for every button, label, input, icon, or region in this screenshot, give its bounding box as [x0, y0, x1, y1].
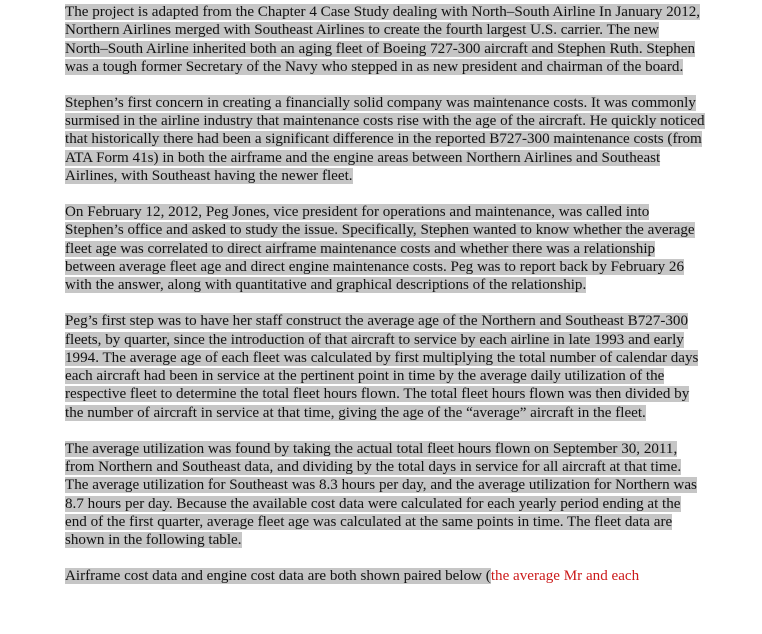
paragraph-3: On February 12, 2012, Peg Jones, vice president for operations and maintenance, was called into Stephen’s office and asked to study the issue. Specifically, Stephen wanted to know whether the average fleet age was correlated to direct airframe maintenance costs and whether there was a relationship between average fleet age and direct engine maintenance costs. Peg was to report back by February 26 with the answer, along with quantitative and graphical descriptions of the relationship.: [65, 204, 695, 294]
paragraph-6-partial: Airframe cost data and engine cost data are both shown paired below (the average Mr and each: [65, 568, 640, 585]
paragraph-5: The average utilization was found by taking the actual total fleet hours flown on September 30, 2011, from Northern and Southeast data, and dividing by the total days in service for all aircraft at that time. The average utilization for Southeast was 8.3 hours per day, and the average utilization for Northern was 8.7 hours per day. Because the available cost data were calculated for each yearly period ending at the end of the first quarter, average fleet age was calculated at the same points in time. The fleet data are shown in the following table.: [65, 440, 697, 549]
red-annotation: the average Mr and each: [490, 568, 640, 585]
document-body: [65, 3, 705, 603]
paragraph-2: Stephen’s first concern in creating a financially solid company was maintenance costs. It was commonly surmised in the airline industry that maintenance costs rise with the age of the aircraft. He quickly noticed that historically there had been a significant difference in the reported B727-300 maintenance costs (from ATA Form 41s) in both the airframe and the engine areas between Northern Airlines and Southeast Airlines, with Southeast having the newer fleet.: [65, 94, 705, 185]
paragraph-1: The project is adapted from the Chapter 4 Case Study dealing with North–South Airline In January 2012, Northern Airlines merged with Southeast Airlines to create the fourth largest U.S. carrier. The new North–South Airline inherited both an aging fleet of Boeing 727-300 aircraft and Stephen Ruth. Stephen was a tough former Secretary of the Navy who stepped in as new president and chairman of the board.: [65, 4, 701, 75]
paragraph-4: Peg’s first step was to have her staff construct the average age of the Northern and Southeast B727-300 fleets, by quarter, since the introduction of that aircraft to service by each airline in late 1993 and early 1994. The average age of each fleet was calculated by first multiplying the total number of calendar days each aircraft had been in service at the pertinent point in time by the average daily utilization of the respective fleet to determine the total fleet hours flown. The total fleet hours flown was then divided by the number of aircraft in service at that time, giving the age of the “average” aircraft in the fleet.: [65, 313, 699, 421]
